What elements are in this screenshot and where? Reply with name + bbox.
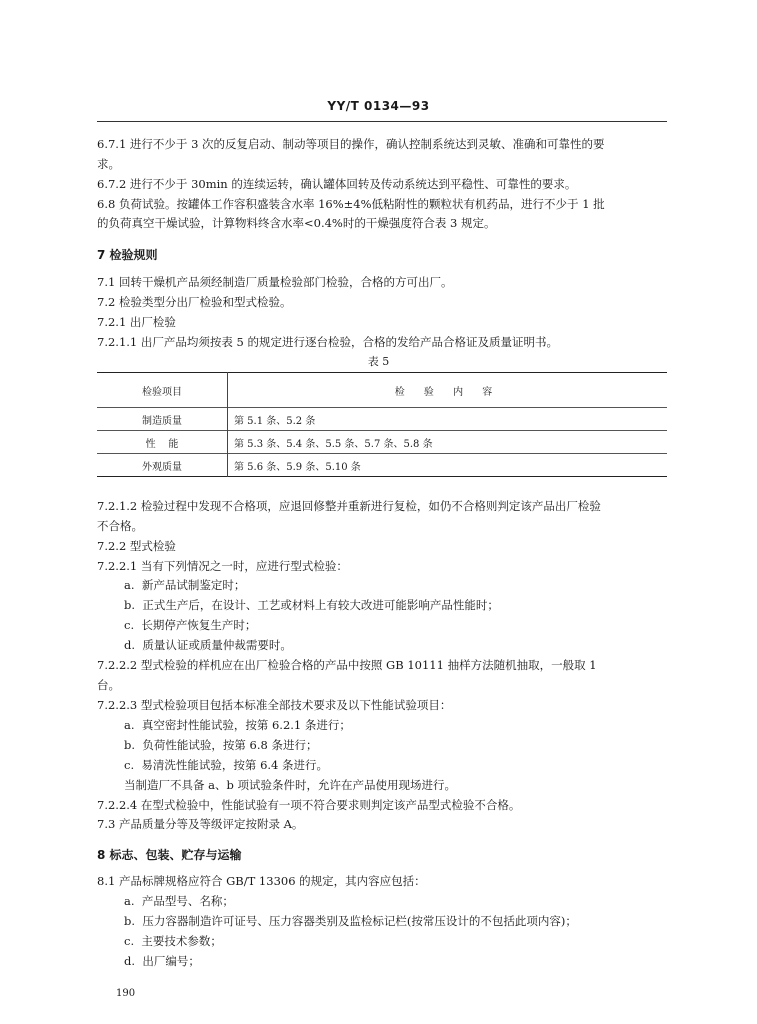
paragraph: 7.2.2.2 型式检验的样机应在出厂检验合格的产品中按照 GB 10111 抽样方法随机抽取，一般取 1 <box>97 658 597 672</box>
list-item <box>124 717 351 733</box>
paragraph: 7.2.2.4 在型式检验中，性能试验有一项不符合要求则判定该产品型式检验不合格。 <box>97 798 521 812</box>
list-text: 真空密封性能试验，按第 6.2.1 条进行； <box>141 718 351 732</box>
paragraph: 7.2.1 出厂检验 <box>97 315 176 329</box>
list-label: d. <box>124 638 136 652</box>
paragraph: 6.7.1 进行不少于 3 次的反复启动、制动等项目的操作，确认控制系统达到灵敏、准确和可靠性的要 <box>97 137 605 151</box>
paragraph: 台。 <box>97 678 120 692</box>
paragraph: 8.1 产品标牌规格应符合 GB/T 13306 的规定，其内容应包括： <box>97 874 426 888</box>
list-text: 主要技术参数； <box>141 934 222 948</box>
list-label: b. <box>124 914 136 928</box>
paragraph: 7.2.2 型式检验 <box>97 539 176 553</box>
section-7-title: 7 检验规则 <box>97 248 158 262</box>
list-label: a. <box>124 578 135 592</box>
list-label: b. <box>124 598 136 612</box>
header-rule <box>97 121 667 122</box>
paragraph: 7.2.1.2 检验过程中发现不合格项，应退回修整并重新进行复检，如仍不合格则判定该产品出厂检验 <box>97 499 601 513</box>
list-item <box>124 737 317 753</box>
paragraph: 6.8 负荷试验。按罐体工作容积盛装含水率 16%±4%低粘附性的颗粒状有机药品，进行不少于 1 批 <box>97 197 605 211</box>
table-cell: 外观质量 <box>97 454 228 477</box>
paragraph: 当制造厂不具备 a、b 项试验条件时，允许在产品使用现场进行。 <box>124 778 457 792</box>
list-item <box>124 617 256 633</box>
section-8-title: 8 标志、包装、贮存与运输 <box>97 848 242 862</box>
table-cell: 第 5.6 条、5.9 条、5.10 条 <box>234 461 361 473</box>
list-text: 长期停产恢复生产时； <box>141 618 257 632</box>
table-row <box>97 431 667 454</box>
list-item <box>124 577 245 593</box>
paragraph: 7.1 回转干燥机产品须经制造厂质量检验部门检验，合格的方可出厂。 <box>97 275 453 289</box>
paragraph: 求。 <box>97 157 120 171</box>
list-text: 质量认证或质量仲裁需要时。 <box>142 638 292 652</box>
table-header-row <box>97 373 667 408</box>
list-item <box>124 953 200 969</box>
list-item <box>124 913 577 929</box>
document-header: YY/T 0134—93 <box>327 99 430 113</box>
list-item <box>124 933 222 949</box>
table-cell: 第 5.1 条、5.2 条 <box>234 415 316 427</box>
list-item <box>124 893 234 909</box>
table-cell: 性 能 <box>97 431 228 454</box>
table-cell: 制造质量 <box>97 408 228 431</box>
inspection-table <box>97 372 667 477</box>
list-item <box>124 597 499 613</box>
list-text: 正式生产后，在设计、工艺或材料上有较大改进可能影响产品性能时； <box>142 598 499 612</box>
list-text: 产品型号、名称； <box>141 894 234 908</box>
list-item <box>124 637 292 653</box>
paragraph: 的负荷真空干燥试验，计算物料终含水率<0.4%时的干燥强度符合表 3 规定。 <box>97 216 496 230</box>
paragraph: 7.2.2.3 型式检验项目包括本标准全部技术要求及以下性能试验项目： <box>97 698 452 712</box>
list-text: 负荷性能试验，按第 6.8 条进行； <box>142 738 318 752</box>
list-label: a. <box>124 718 135 732</box>
list-label: b. <box>124 738 136 752</box>
list-text: 新产品试制鉴定时； <box>141 578 246 592</box>
paragraph: 7.3 产品质量分等及等级评定按附录 A。 <box>97 817 304 831</box>
table-cell: 第 5.3 条、5.4 条、5.5 条、5.7 条、5.8 条 <box>234 438 433 450</box>
table-row <box>97 408 667 431</box>
list-label: c. <box>124 618 135 632</box>
list-label: c. <box>124 758 135 772</box>
paragraph: 7.2.1.1 出厂产品均须按表 5 的规定进行逐台检验，合格的发给产品合格证及质量证明书。 <box>97 335 559 349</box>
list-text: 压力容器制造许可证号、压力容器类别及监检标记栏(按常压设计的不包括此项内容)； <box>142 914 577 928</box>
page-number: 190 <box>116 988 136 999</box>
table-header-cell: 检 验 内 容 <box>394 386 501 398</box>
table-header-cell: 检验项目 <box>97 373 228 408</box>
paragraph: 7.2 检验类型分出厂检验和型式检验。 <box>97 295 292 309</box>
table-row <box>97 454 667 477</box>
list-text: 出厂编号； <box>142 954 200 968</box>
table-caption: 表 5 <box>367 355 390 368</box>
paragraph: 6.7.2 进行不少于 30min 的连续运转，确认罐体回转及传动系统达到平稳性、可靠性的要求。 <box>97 177 577 191</box>
list-label: d. <box>124 954 136 968</box>
list-item <box>124 757 328 773</box>
list-label: c. <box>124 934 135 948</box>
list-label: a. <box>124 894 135 908</box>
paragraph: 不合格。 <box>97 519 143 533</box>
list-text: 易清洗性能试验，按第 6.4 条进行。 <box>141 758 329 772</box>
paragraph: 7.2.2.1 当有下列情况之一时，应进行型式检验： <box>97 559 348 573</box>
